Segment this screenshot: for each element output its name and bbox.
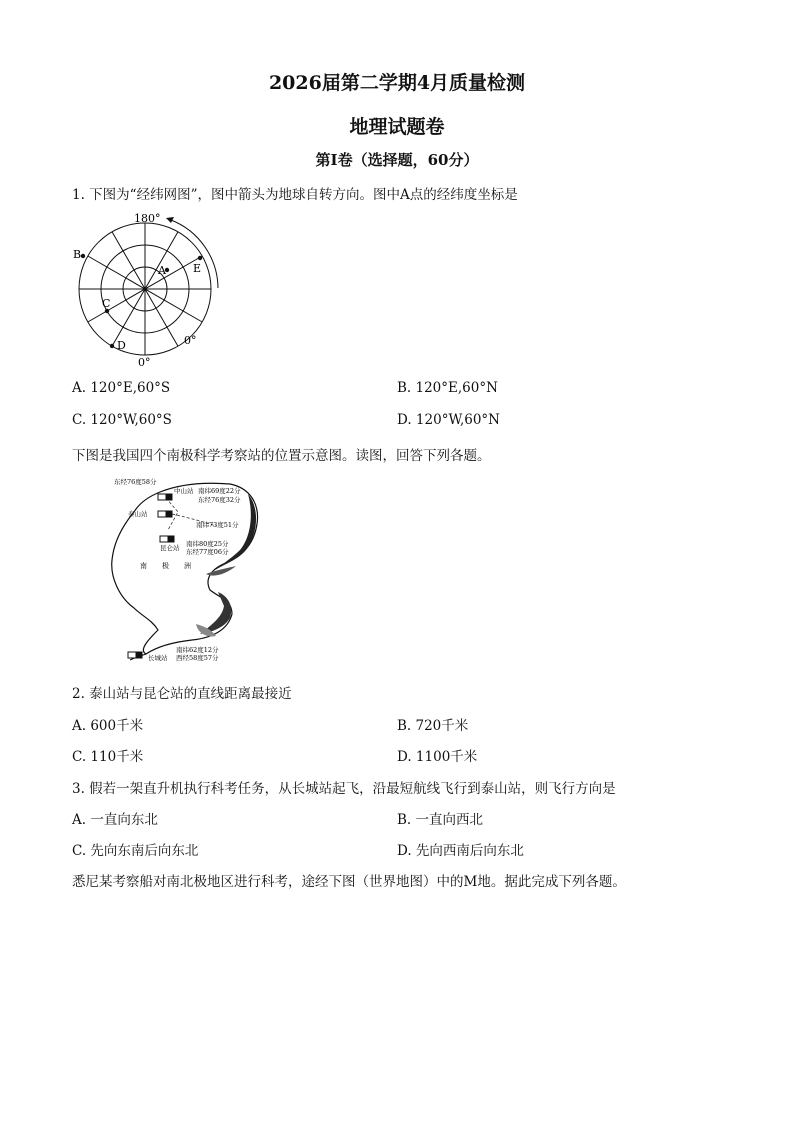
q2-option-c[interactable]: C. 110千米 <box>72 749 144 765</box>
kunlun-lon: 东经77度06分 <box>186 548 229 556</box>
label-0-bottom: 0° <box>138 356 151 369</box>
q2-option-b[interactable]: B. 720千米 <box>397 718 469 734</box>
graticule-figure <box>62 208 232 370</box>
point-e-label: E <box>193 262 202 275</box>
q3-option-a[interactable]: A. 一直向东北 <box>72 812 158 828</box>
kunlun-lat: 南纬80度25分 <box>186 540 229 548</box>
taishan-lat: 南纬73度51分 <box>196 521 239 529</box>
zhongshan-lat: 南纬69度22分 <box>198 487 241 495</box>
taishan-label: 泰山站 <box>128 510 148 518</box>
q1-option-a[interactable]: A. 120°E,60°S <box>72 380 171 396</box>
point-c-label: C <box>102 297 111 310</box>
antarctic-map <box>100 474 270 666</box>
question-1-stem: 1. 下图为“经纬网图”，图中箭头为地球自转方向。图中A点的经纬度坐标是 <box>72 187 518 203</box>
changcheng-lon: 西经58度57分 <box>176 654 219 662</box>
exam-title: 2026届第二学期4月质量检测 <box>268 72 526 94</box>
point-b-label: B <box>73 248 82 261</box>
changcheng-lat: 南纬62度12分 <box>176 646 219 654</box>
question-2-stem: 2. 泰山站与昆仑站的直线距离最接近 <box>72 686 292 702</box>
intro-antarctic-stations: 下图是我国四个南极科学考察站的位置示意图。读图，回答下列各题。 <box>72 448 491 464</box>
intro-sydney-ship: 悉尼某考察船对南北极地区进行科考，途经下图（世界地图）中的M地。据此完成下列各题。 <box>72 874 626 890</box>
zhongshan-label: 中山站 <box>174 487 194 495</box>
question-3-stem: 3. 假若一架直升机执行科考任务，从长城站起飞，沿最短航线飞行到泰山站，则飞行方向是 <box>72 781 616 797</box>
continent-char-3: 洲 <box>184 562 191 570</box>
q2-option-d[interactable]: D. 1100千米 <box>397 749 478 765</box>
east-lon-label: 东经76度58分 <box>114 478 157 486</box>
point-d-label: D <box>117 339 126 352</box>
changcheng-label: 长城站 <box>148 654 168 662</box>
continent-char-2: 极 <box>162 562 169 570</box>
continent-char-1: 南 <box>140 562 147 570</box>
q3-option-b[interactable]: B. 一直向西北 <box>397 812 484 828</box>
zhongshan-lon: 东经76度32分 <box>198 496 241 504</box>
label-180: 180° <box>134 212 161 225</box>
exam-subtitle: 地理试题卷 <box>349 116 445 138</box>
kunlun-label: 昆仑站 <box>160 544 180 552</box>
section-heading: 第Ⅰ卷（选择题，60分） <box>315 151 479 169</box>
label-0-right: 0° <box>184 334 197 347</box>
point-a-label: A <box>158 264 166 277</box>
q1-option-c[interactable]: C. 120°W,60°S <box>72 412 172 428</box>
q3-option-d[interactable]: D. 先向西南后向东北 <box>397 843 524 859</box>
q3-option-c[interactable]: C. 先向东南后向东北 <box>72 843 199 859</box>
q1-option-d[interactable]: D. 120°W,60°N <box>397 412 500 428</box>
q1-option-b[interactable]: B. 120°E,60°N <box>397 380 498 396</box>
q2-option-a[interactable]: A. 600千米 <box>72 718 144 734</box>
